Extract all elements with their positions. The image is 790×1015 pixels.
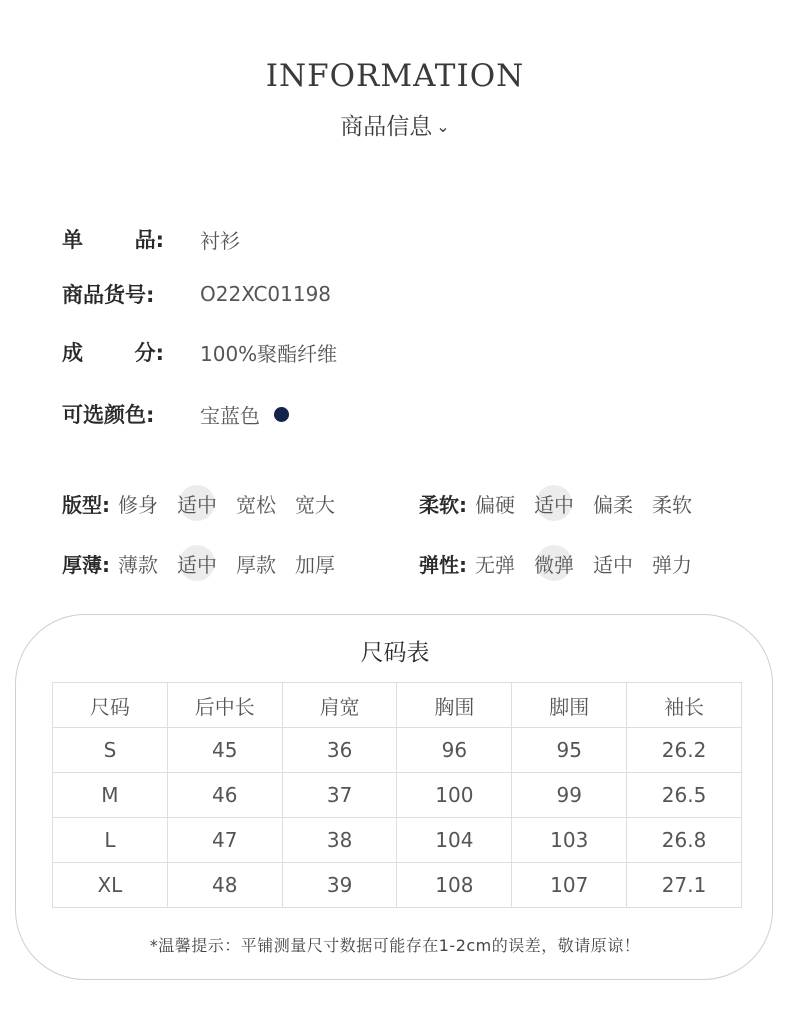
fit-option-selected[interactable]: 适中 — [177, 489, 217, 518]
thickness-option[interactable]: 薄款 — [118, 552, 158, 577]
table-row — [53, 773, 742, 818]
info-row-item — [62, 224, 240, 254]
table-row — [53, 863, 742, 908]
table-row — [53, 728, 742, 773]
table-cell: 45 — [167, 728, 282, 773]
table-cell: 103 — [512, 818, 627, 863]
fit-option[interactable]: 宽松 — [236, 492, 276, 517]
chevron-down-icon: ⌄ — [436, 117, 450, 136]
sku-label: 商品货号: — [62, 283, 155, 307]
page-subtitle[interactable] — [0, 108, 790, 141]
table-cell: 47 — [167, 818, 282, 863]
table-cell: S — [53, 728, 168, 773]
color-swatch[interactable] — [274, 407, 289, 422]
elasticity-option[interactable]: 弹力 — [652, 552, 692, 577]
table-cell: 46 — [167, 773, 282, 818]
fit-label: 版型: — [62, 492, 110, 517]
thickness-option-selected[interactable]: 适中 — [177, 549, 217, 578]
table-cell: 27.1 — [627, 863, 742, 908]
softness-option[interactable]: 偏柔 — [593, 492, 633, 517]
elasticity-option[interactable]: 无弹 — [475, 552, 515, 577]
elasticity-label: 弹性: — [419, 552, 467, 577]
table-cell: 37 — [282, 773, 397, 818]
thickness-option[interactable]: 厚款 — [236, 552, 276, 577]
table-cell: 96 — [397, 728, 512, 773]
header-cell: 尺码 — [53, 683, 168, 728]
info-row-material — [62, 337, 337, 367]
fit-option[interactable]: 修身 — [118, 492, 158, 517]
color-label: 可选颜色: — [62, 403, 155, 427]
thickness-label: 厚薄: — [62, 552, 110, 577]
header-cell: 袖长 — [627, 683, 742, 728]
attr-fit — [62, 488, 354, 518]
material-value: 100%聚酯纤维 — [200, 341, 338, 366]
info-row-color — [62, 399, 289, 429]
table-row — [53, 818, 742, 863]
table-cell: L — [53, 818, 168, 863]
page-title: INFORMATION — [265, 58, 525, 94]
elasticity-option[interactable]: 适中 — [593, 552, 633, 577]
thickness-option[interactable]: 加厚 — [295, 552, 335, 577]
table-cell: 95 — [512, 728, 627, 773]
color-value: 宝蓝色 — [200, 403, 260, 428]
table-cell: 99 — [512, 773, 627, 818]
table-cell: 100 — [397, 773, 512, 818]
attr-softness — [419, 488, 711, 518]
item-label-part2: 品: — [134, 228, 164, 252]
size-table — [52, 682, 742, 908]
header-cell: 脚围 — [512, 683, 627, 728]
softness-option[interactable]: 柔软 — [652, 492, 692, 517]
table-cell: 48 — [167, 863, 282, 908]
table-cell: 104 — [397, 818, 512, 863]
softness-option[interactable]: 偏硬 — [475, 492, 515, 517]
color-value-wrap — [200, 400, 289, 429]
table-cell: 39 — [282, 863, 397, 908]
elasticity-option-selected[interactable]: 微弹 — [534, 549, 574, 578]
attr-thickness — [62, 548, 354, 578]
table-cell: 26.8 — [627, 818, 742, 863]
header-cell: 肩宽 — [282, 683, 397, 728]
info-row-sku — [62, 279, 331, 309]
table-cell: 108 — [397, 863, 512, 908]
header-cell: 后中长 — [167, 683, 282, 728]
material-label-part1: 成 — [62, 341, 83, 365]
attr-elasticity — [419, 548, 711, 578]
table-cell: M — [53, 773, 168, 818]
material-label-part2: 分: — [134, 341, 164, 365]
item-value: 衬衫 — [200, 228, 240, 253]
table-cell: 26.2 — [627, 728, 742, 773]
item-label-part1: 单 — [62, 228, 83, 252]
table-cell: 36 — [282, 728, 397, 773]
item-label — [62, 224, 200, 254]
fit-option[interactable]: 宽大 — [295, 492, 335, 517]
table-cell: 38 — [282, 818, 397, 863]
measurement-note: *温馨提示：平铺测量尺寸数据可能存在1-2cm的误差，敬请原谅！ — [149, 936, 641, 955]
table-cell: XL — [53, 863, 168, 908]
header-cell: 胸围 — [397, 683, 512, 728]
softness-option-selected[interactable]: 适中 — [534, 489, 574, 518]
sku-value: O22XC01198 — [200, 282, 332, 306]
table-cell: 26.5 — [627, 773, 742, 818]
size-chart-title: 尺码表 — [360, 640, 430, 666]
table-header-row — [53, 683, 742, 728]
material-label — [62, 337, 200, 367]
table-cell: 107 — [512, 863, 627, 908]
softness-label: 柔软: — [419, 492, 467, 517]
subtitle-text: 商品信息 — [340, 114, 433, 140]
